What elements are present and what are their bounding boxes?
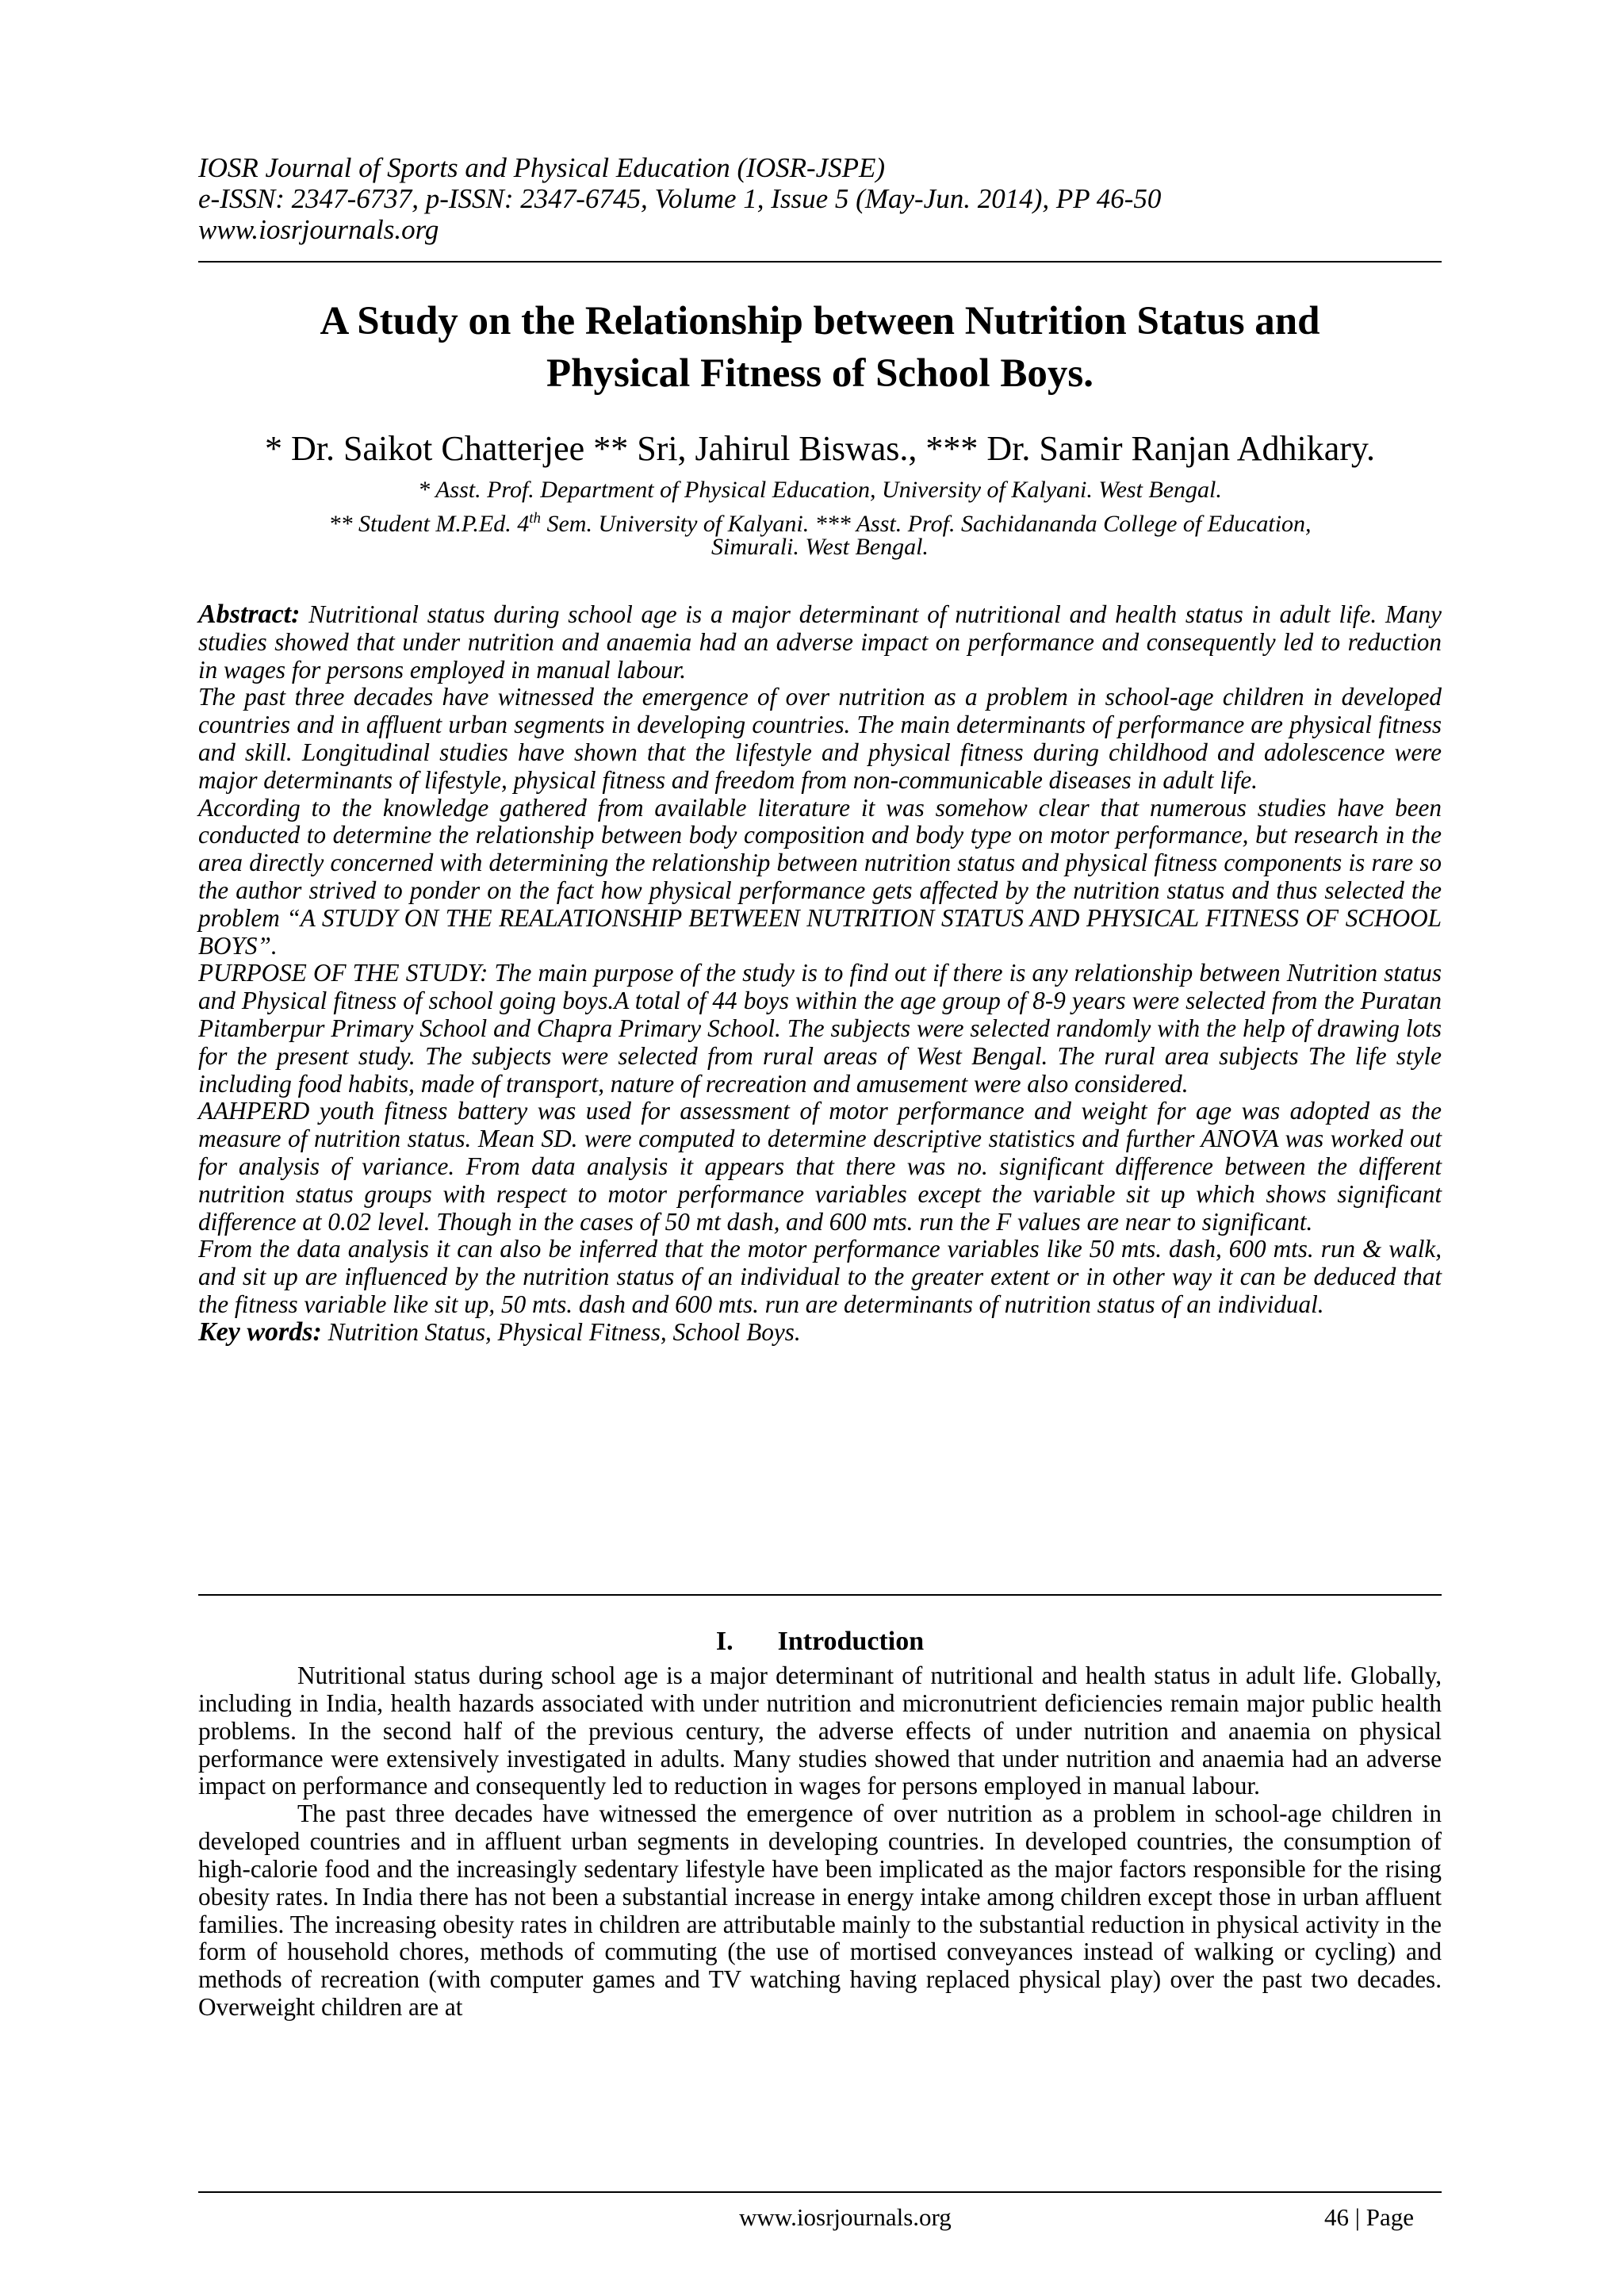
abstract-paragraph: From the data analysis it can also be inferred that the motor performance variables like 50 mts. dash, 600 mts. run & walk, and sit up are influenced by the nutrition status of an individual to the greater extent or in other way it can be deduced that the fitness variable like sit up, 50 mts. dash and 600 mts. run are determinants of nutrition status of an individual. [198, 1235, 1442, 1318]
journal-name: IOSR Journal of Sports and Physical Education (IOSR-JSPE) [198, 152, 886, 183]
section-body [198, 1662, 1442, 2022]
abstract-label: Abstract: [198, 600, 301, 629]
keywords-line [198, 1319, 1442, 1347]
header-rule [198, 261, 1442, 263]
abstract-paragraph: PURPOSE OF THE STUDY: The main purpose of the study is to find out if there is any relationship between Nutrition status and Physical fitness of school going boys.A total of 44 boys within the age group of 8-9 years were selected from the Puratan Pitamberpur Primary School and Chapra Primary School. The subjects were selected randomly with the help of drawing lots for the present study. The subjects were selected from rural areas of West Bengal. The rural area subjects The life style including food habits, made of transport, nature of recreation and amusement were also considered. [198, 959, 1442, 1098]
abstract-paragraph: According to the knowledge gathered from available literature it was somehow clear that numerous studies have been conducted to determine the relationship between body composition and body type on motor performance, but research in the area directly concerned with determining the relationship between nutrition status and physical fitness components is rare so the author strived to ponder on the fact how physical performance gets affected by the nutrition status and thus selected the problem “A STUDY ON THE REALATIONSHIP BETWEEN NUTRITION STATUS AND PHYSICAL FITNESS OF SCHOOL BOYS”. [198, 793, 1442, 960]
abstract-paragraph: The past three decades have witnessed the emergence of over nutrition as a problem in school-age children in developed countries and in affluent urban segments in developing countries. The main determinants of performance are physical fitness and skill. Longitudinal studies have shown that the lifestyle and physical fitness during childhood and adolescence were major determinants of lifestyle, physical fitness and freedom from non-communicable diseases in adult life. [198, 683, 1442, 794]
footer-rule [198, 2191, 1442, 2193]
abstract-text: Nutritional status during school age is a major determinant of nutritional and health status in adult life. Many studies showed that under nutrition and anaemia had an adverse impact on performance and consequently led to reduction in wages for persons employed in manual labour. [198, 600, 1442, 684]
page-number: 46 | Page [1324, 2203, 1414, 2231]
affiliation-line-1: * Asst. Prof. Department of Physical Education, University of Kalyani. West Bengal. [418, 477, 1222, 503]
title-line-1: A Study on the Relationship between Nutrition Status and [320, 299, 1320, 343]
affiliation-superscript: th [529, 510, 541, 527]
body-paragraph: The past three decades have witnessed the emergence of over nutrition as a problem in school-age children in developed countries and in affluent urban segments in developing countries. In developed countries, the consumption of high-calorie food and the increasingly sedentary lifestyle have been implicated as the major factors responsible for the rising obesity rates. In India there has not been a substantial increase in energy intake among children except those in urban affluent families. The increasing obesity rates in children are attributable mainly to the substantial reduction in physical activity in the form of household chores, methods of commuting (the use of mortised conveyances instead of walking or cycling) and methods of recreation (with computer games and TV watching having replaced physical play) over the past two decades. Overweight children are at [198, 1800, 1442, 2022]
section-number: I. [715, 1627, 733, 1656]
author-list: * Dr. Saikot Chatterjee ** Sri, Jahirul Biswas., *** Dr. Samir Ranjan Adhikary. [264, 429, 1376, 468]
keywords-label: Key words: [198, 1317, 322, 1347]
paper-title [198, 295, 1442, 400]
body-paragraph: Nutritional status during school age is a major determinant of nutritional and health status in adult life. Globally, including in India, health hazards associated with under nutrition and micronutrient deficiencies remain major public health problems. In the second half of the previous century, the adverse effects of under nutrition and anaemia on physical performance were extensively investigated in adults. Many studies showed that under nutrition and anaemia had an adverse impact on performance and consequently led to reduction in wages for persons employed in manual labour. [198, 1662, 1442, 1800]
title-line-2: Physical Fitness of School Boys. [546, 351, 1094, 396]
abstract [198, 601, 1442, 1347]
footer-website[interactable]: www.iosrjournals.org [739, 2203, 952, 2231]
affiliation-line-3: Simurali. West Bengal. [711, 534, 929, 560]
journal-issn: e-ISSN: 2347-6737, p-ISSN: 2347-6745, Volume 1, Issue 5 (May-Jun. 2014), PP 46-50 [198, 183, 1162, 214]
abstract-rule [198, 1594, 1442, 1596]
section-title: Introduction [777, 1627, 925, 1656]
affiliation-line-2-start: ** Student M.P.Ed. 4 [328, 511, 530, 537]
affiliation-line-2-end: Sem. University of Kalyani. *** Asst. Prof. Sachidananda College of Education, [540, 511, 1312, 537]
journal-website[interactable]: www.iosrjournals.org [198, 214, 439, 245]
abstract-paragraph: AAHPERD youth fitness battery was used for assessment of motor performance and weight for age was adopted as the measure of nutrition status. Mean SD. were computed to determine descriptive statistics and further ANOVA was worked out for analysis of variance. From data analysis it appears that there was no. significant difference between the different nutrition status groups with respect to motor performance variables except the variable sit up which shows significant difference at 0.02 level. Though in the cases of 50 mt dash, and 600 mts. run the F values are near to significant. [198, 1097, 1442, 1236]
journal-header [198, 152, 1443, 245]
keywords-text: Nutrition Status, Physical Fitness, School Boys. [327, 1317, 801, 1346]
abstract-paragraph [198, 601, 1442, 684]
section-heading [198, 1626, 1442, 1658]
